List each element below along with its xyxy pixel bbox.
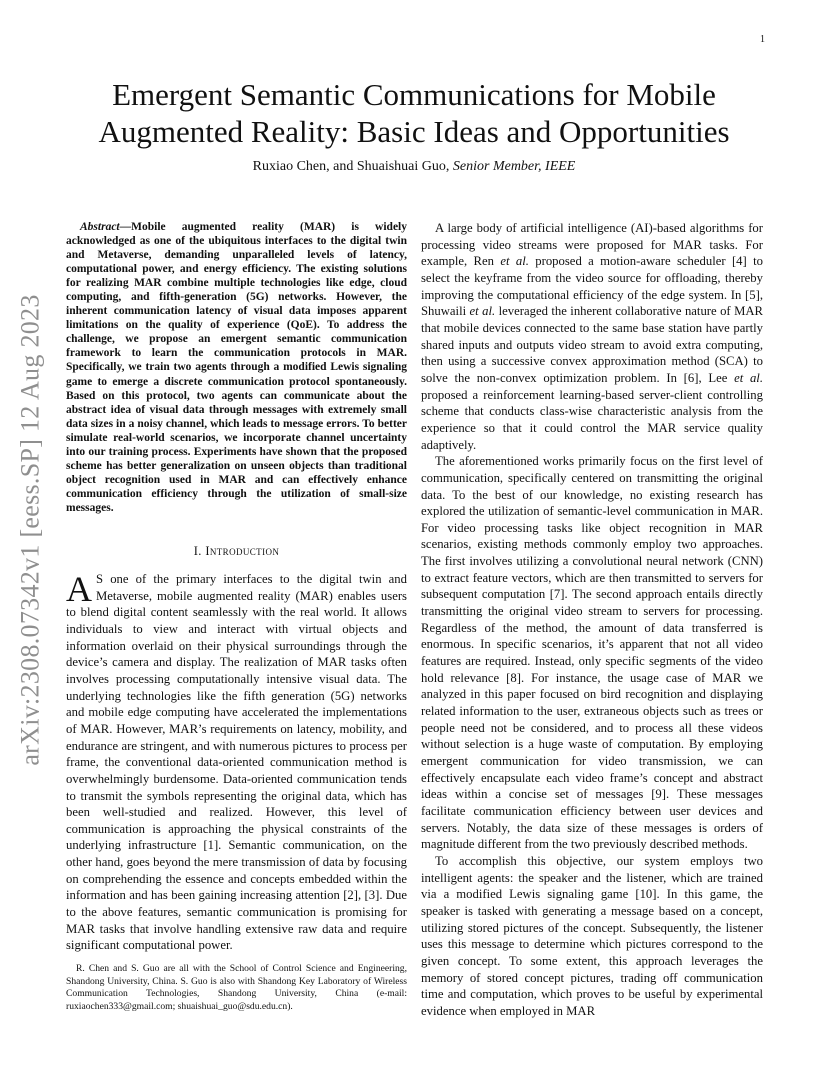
et-al-2: et al. [469, 304, 496, 319]
section-heading-introduction: I. Introduction [193, 543, 280, 558]
author-names: Ruxiao Chen, and Shuaishuai Guo, [252, 159, 453, 174]
arxiv-identifier-text: arXiv:2308.07342v1 [eess.SP] 12 Aug 2023 [16, 294, 46, 766]
author-affiliation-footnote: R. Chen and S. Guo are all with the School of Control Science and Engineering, Shandong University, China. S. Guo is also with Shandong Key Laboratory of Wireless Communication Technologies, Shandong University, China (e-mail: ruxiaochen333@gmail.com; shuaishuai_guo@sdu.edu.cn). [66, 963, 407, 1013]
paper-title: Emergent Semantic Communications for Mobile Augmented Reality: Basic Ideas and Opportunities [98, 77, 730, 149]
et-al-1: et al. [500, 254, 529, 269]
intro-paragraph-1-text: S one of the primary interfaces to the digital twin and Metaverse, mobile augmented reality (MAR) enables users to blend digital content seamlessly with the real world. It allows individuals to view and interact with virtual objects and information overlaid on their physical surroundings through the device’s camera and display. The realization of MAR tasks often involves processing computationally intensive visual data. The underlying technologies like the fifth generation (5G) networks and mobile edge computing have accelerated the implementations of MAR. However, MAR’s requirements on latency, mobility, and endurance are stringent, and with numerous pictures to process per frame, the conventional data-oriented communication method is overwhelmingly burdensome. Data-oriented communication tends to transmit the symbols representing the original data, which has been well-studied and realized. However, this level of communication is approaching the physical constraints of the underlying infrastructure [1]. Semantic communication, on the other hand, goes beyond the mere transmission of data by focusing on comprehending the essence and concepts embedded within the information and has been gaining increasing attention [2], [3]. Due to the above features, semantic communication is promising for MAR tasks that involve handling extensive raw data and require significant computational power. [66, 571, 407, 953]
drop-cap: A [66, 568, 92, 609]
arxiv-identifier-stamp [11, 280, 51, 780]
author-line [66, 159, 762, 175]
right-paragraph-2: The aforementioned works primarily focus on the first level of communication, specifically centered on transmitting the original data. To the best of our knowledge, no existing research has explored the utilization of semantic-level communication in MAR. For video processing tasks like object recognition in MAR scenarios, existing methods commonly employ two approaches. The first involves utilizing a convolutional neural network (CNN) to extract feature vectors, which are then transmitted to servers for subsequent computation [7]. The second approach entails directly transmitting the original video stream to servers for processing. Regardless of the method, the amount of data transferred is enormous. In specific scenarios, it’s apparent that not all video features are required. Instead, only specific segments of the video hold relevance [8]. For instance, the usage case of MAR we analyzed in this paper focused on bird recognition and displaying related information to the user, extraneous objects such as trees or people need not be considered, and to process all these videos without selection is a huge waste of computation. By employing emergent communication for video transmission, we can effectively encapsulate each video frame’s concept and abstract ideas within a concise set of messages [9]. These messages facilitate communication efficiency between user devices and servers. Notably, the data size of these messages is orders of magnitude different from the two previously described methods. [421, 454, 763, 852]
et-al-3: et al. [734, 370, 763, 385]
page-number: 1 [760, 34, 765, 45]
author-role: Senior Member, IEEE [452, 159, 576, 174]
right-column [421, 220, 763, 1020]
right-paragraph-1-part-2: proposed a motion-aware scheduler [4] to select the keyframe from the video source for offloading, thereby improving the computational efficiency of the edge system. In [5], Shuwaili [421, 254, 763, 319]
abstract-label: Abstract [80, 221, 120, 233]
right-paragraph-1 [421, 220, 763, 453]
right-paragraph-3: To accomplish this objective, our system employs two intelligent agents: the speaker and the listener, which are trained via a modified Lewis signaling game [10]. In this game, the speaker is tasked with generating a message based on a concept, utilizing stored pictures of the concept. Subsequently, the listener uses this message to determine which pictures correspond to the given concept. To some extent, this approach leverages the memory of stored concept pictures, trading off communication time and computation, which proves to be useful by experimental evidence when employed in MAR [421, 853, 763, 1018]
intro-paragraph-1 [66, 568, 407, 954]
abstract [66, 220, 407, 515]
right-paragraph-1-part-3: leveraged the inherent collaborative nature of MAR that mobile devices connected to the same base station have partly shared inputs and outputs video stream to avoid extra computing, then using a successive convex approximation method (SCA) to solve the non-convex optimization problem. In [6], Lee [421, 304, 763, 385]
right-paragraph-1-part-1: A large body of artificial intelligence (AI)-based algorithms for processing video streams were proposed for MAR tasks. For example, Ren [421, 221, 763, 269]
left-column [66, 220, 407, 954]
right-paragraph-1-part-4: proposed a reinforcement learning-based server-client controlling scheme that conducts class-wise characteristic analysis from the experience so that it could control the MAR service quality adaptively. [421, 387, 763, 452]
abstract-text: —Mobile augmented reality (MAR) is widely acknowledged as one of the ubiquitous interfaces to the digital twin and Metaverse, demanding unparalleled levels of latency, computational power, and energy efficiency. The existing solutions for realizing MAR combine multiple technologies like edge, cloud computing, and fifth-generation (5G) networks. However, the inherent communication latency of visual data imposes apparent limitations on the quality of experience (QoE). To address the challenge, we propose an emergent semantic communication framework to learn the communication protocols in MAR. Specifically, we train two agents through a modified Lewis signaling game to emerge a discrete communication protocol spontaneously. Based on this protocol, two agents can communicate about the abstract idea of visual data through messages with extremely small data sizes in a noisy channel, which leads to message errors. To better simulate real-world scenarios, we incorporate channel uncertainty into our training process. Experiments have shown that the proposed scheme has better generalization on unseen objects than traditional object recognition used in MAR and can effectively enhance communication efficiency through the utilization of small-size messages. [66, 221, 407, 514]
